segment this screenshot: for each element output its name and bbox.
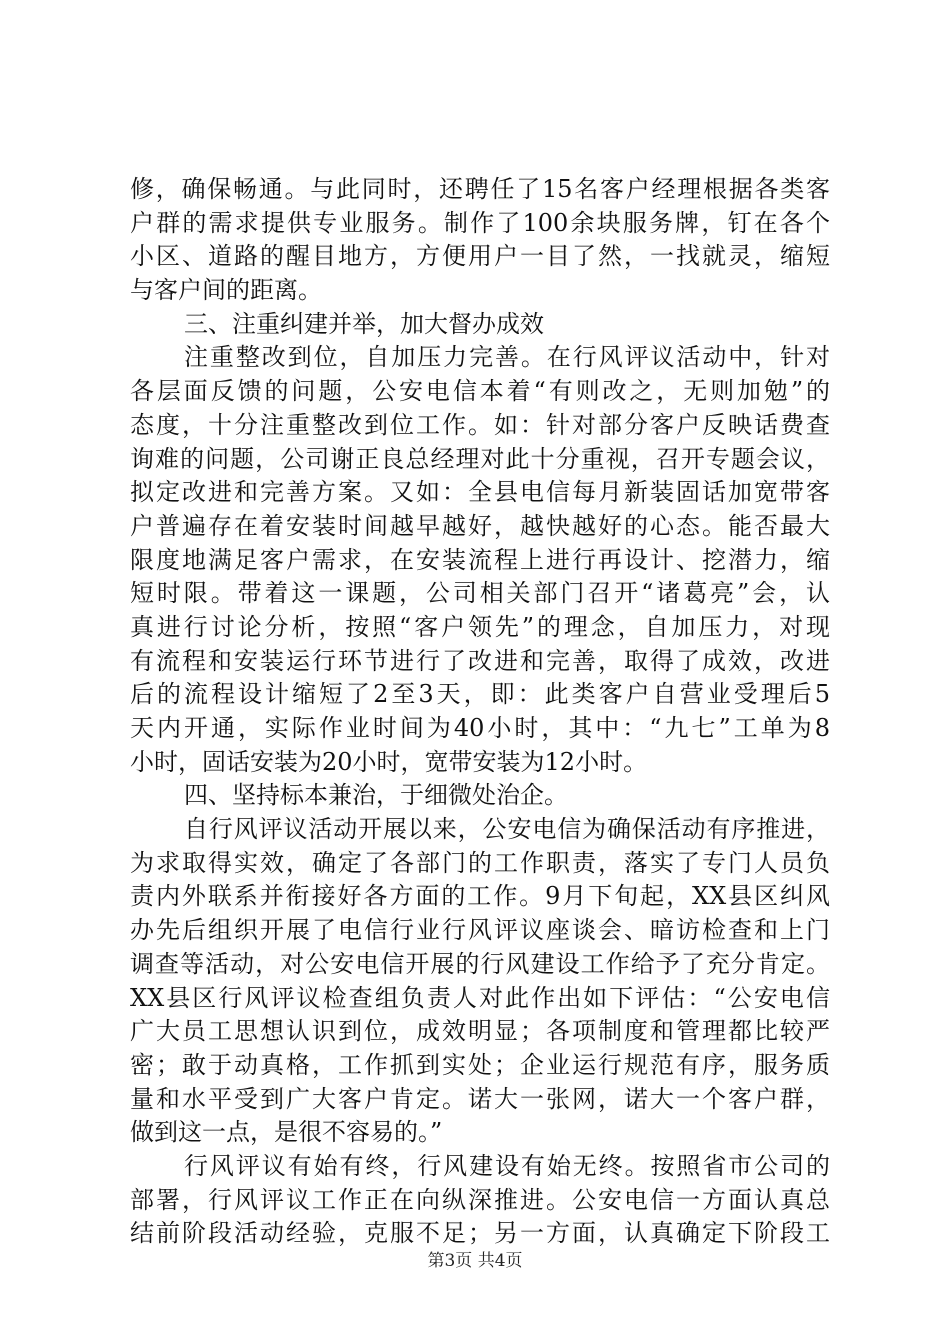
text-line: 户群的需求提供专业服务。制作了100余块服务牌，钉在各个 [130, 208, 830, 237]
text-line: 自行风评议活动开展以来，公安电信为确保活动有序推进， [184, 815, 830, 844]
text-line: 注重整改到位，自加压力完善。在行风评议活动中，针对 [184, 343, 830, 372]
text-line: 调查等活动，对公安电信开展的行风建设工作给予了充分肯定。 [130, 949, 830, 978]
page-footer [0, 1246, 950, 1271]
text-line: 结前阶段活动经验，克服不足；另一方面，认真确定下阶段工 [130, 1219, 830, 1248]
text-line: XX县区行风评议检查组负责人对此作出如下评估：“公安电信 [130, 983, 830, 1012]
text-line: 天内开通，实际作业时间为40小时，其中：“九七”工单为8 [130, 714, 830, 742]
text-line: 户普遍存在着安装时间越早越好，越快越好的心态。能否最大 [130, 511, 830, 540]
text-line: 小时，固话安装为20小时，宽带安装为12小时。 [130, 747, 648, 776]
text-line: 态度，十分注重整改到位工作。如：针对部分客户反映话费查 [130, 410, 830, 439]
text-line: 广大员工思想认识到位，成效明显；各项制度和管理都比较严 [130, 1017, 830, 1046]
text-line: 小区、道路的醒目地方，方便用户一目了然，一找就灵，缩短 [130, 242, 830, 271]
text-line: 与客户间的距离。 [130, 276, 322, 305]
text-line: 各层面反馈的问题，公安电信本着“有则改之，无则加勉”的 [130, 377, 830, 406]
text-line: 密；敢于动真格，工作抓到实处；企业运行规范有序，服务质 [130, 1050, 830, 1079]
text-line: 为求取得实效，确定了各部门的工作职责，落实了专门人员负 [130, 848, 830, 877]
text-line: 短时限。带着这一课题，公司相关部门召开“诸葛亮”会，认 [130, 579, 830, 608]
document-body [130, 173, 830, 1251]
section-heading: 三、注重纠建并举，加大督办成效 [184, 309, 544, 338]
text-line: 量和水平受到广大客户肯定。诺大一张网，诺大一个客户群， [130, 1084, 830, 1113]
section-heading: 四、坚持标本兼治，于细微处治企。 [184, 781, 568, 810]
text-line: 责内外联系并衔接好各方面的工作。9月下旬起，XX县区纠风 [130, 882, 830, 911]
text-line: 部署，行风评议工作正在向纵深推进。公安电信一方面认真总 [130, 1185, 830, 1214]
text-line: 后的流程设计缩短了2至3天，即：此类客户自营业受理后5 [130, 680, 830, 709]
text-line: 有流程和安装运行环节进行了改进和完善，取得了成效，改进 [130, 646, 830, 675]
text-line: 拟定改进和完善方案。又如：全县电信每月新装固话加宽带客 [130, 478, 830, 507]
text-line: 真进行讨论分析，按照“客户领先”的理念，自加压力，对现 [130, 612, 830, 641]
text-line: 询难的问题，公司谢正良总经理对此十分重视，召开专题会议， [130, 444, 830, 473]
text-line: 行风评议有始有终，行风建设有始无终。按照省市公司的 [184, 1151, 830, 1180]
text-line: 修，确保畅通。与此同时，还聘任了15名客户经理根据各类客 [130, 175, 830, 203]
page-number: 第3页 共4页 [427, 1251, 523, 1271]
text-line: 做到这一点，是很不容易的。” [130, 1118, 443, 1147]
text-line: 限度地满足客户需求，在安装流程上进行再设计、挖潜力，缩 [130, 545, 830, 574]
text-line: 办先后组织开展了电信行业行风评议座谈会、暗访检查和上门 [130, 916, 830, 945]
